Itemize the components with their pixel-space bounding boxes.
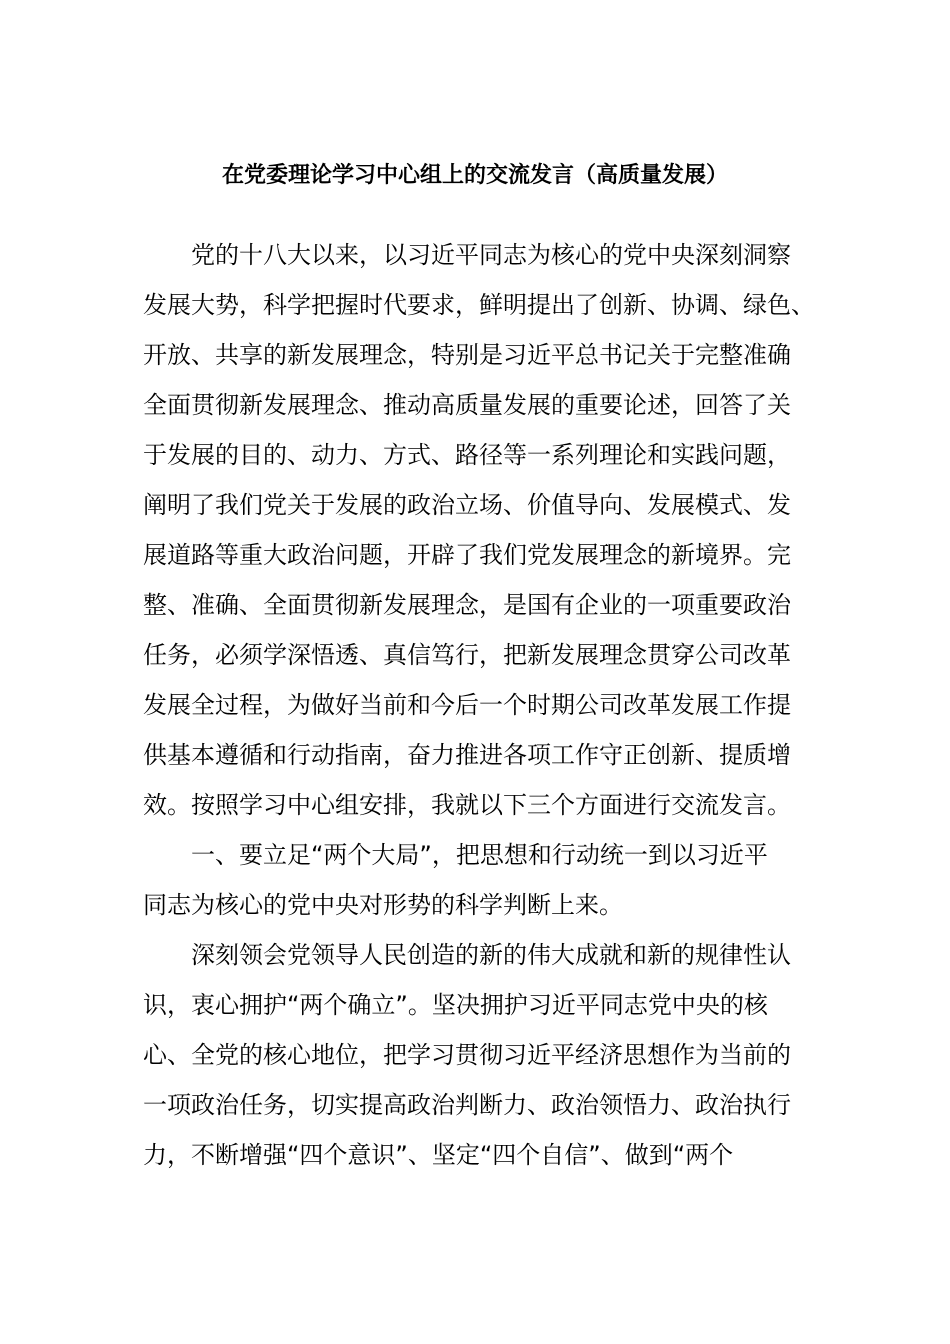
section-heading-line: 同志为核心的党中央对形势的科学判断上来。 [143, 891, 623, 919]
text-line: 发展全过程，为做好当前和今后一个时期公司改革发展工作提 [143, 691, 791, 719]
text-line: 任务，必须学深悟透、真信笃行，把新发展理念贯穿公司改革 [143, 641, 791, 669]
text-line: 一项政治任务，切实提高政治判断力、政治领悟力、政治执行 [143, 1091, 791, 1119]
text-line: 开放、共享的新发展理念，特别是习近平总书记关于完整准确 [143, 341, 791, 369]
text-line: 于发展的目的、动力、方式、路径等一系列理论和实践问题， [143, 441, 791, 469]
text-line: 发展大势，科学把握时代要求，鲜明提出了创新、协调、绿色、 [143, 291, 815, 319]
text-line: 阐明了我们党关于发展的政治立场、价值导向、发展模式、发 [143, 491, 791, 519]
text-line: 深刻领会党领导人民创造的新的伟大成就和新的规律性认 [143, 941, 791, 969]
section-heading-line: 一、要立足“两个大局”，把思想和行动统一到以习近平 [143, 841, 768, 869]
text-line: 效。按照学习中心组安排，我就以下三个方面进行交流发言。 [143, 791, 791, 819]
text-line: 力，不断增强“四个意识”、坚定“四个自信”、做到“两个 [143, 1141, 734, 1169]
text-line: 整、准确、全面贯彻新发展理念，是国有企业的一项重要政治 [143, 591, 791, 619]
document-body [143, 230, 815, 1180]
text-line: 展道路等重大政治问题，开辟了我们党发展理念的新境界。完 [143, 541, 791, 569]
document-title: 在党委理论学习中心组上的交流发言（高质量发展） [221, 163, 728, 188]
text-line: 供基本遵循和行动指南，奋力推进各项工作守正创新、提质增 [143, 741, 791, 769]
text-line: 党的十八大以来，以习近平同志为核心的党中央深刻洞察 [143, 241, 791, 269]
text-line: 心、全党的核心地位，把学习贯彻习近平经济思想作为当前的 [143, 1041, 791, 1069]
text-line: 识，衷心拥护“两个确立”。坚决拥护习近平同志党中央的核 [143, 991, 768, 1019]
text-line: 全面贯彻新发展理念、推动高质量发展的重要论述，回答了关 [143, 391, 791, 419]
